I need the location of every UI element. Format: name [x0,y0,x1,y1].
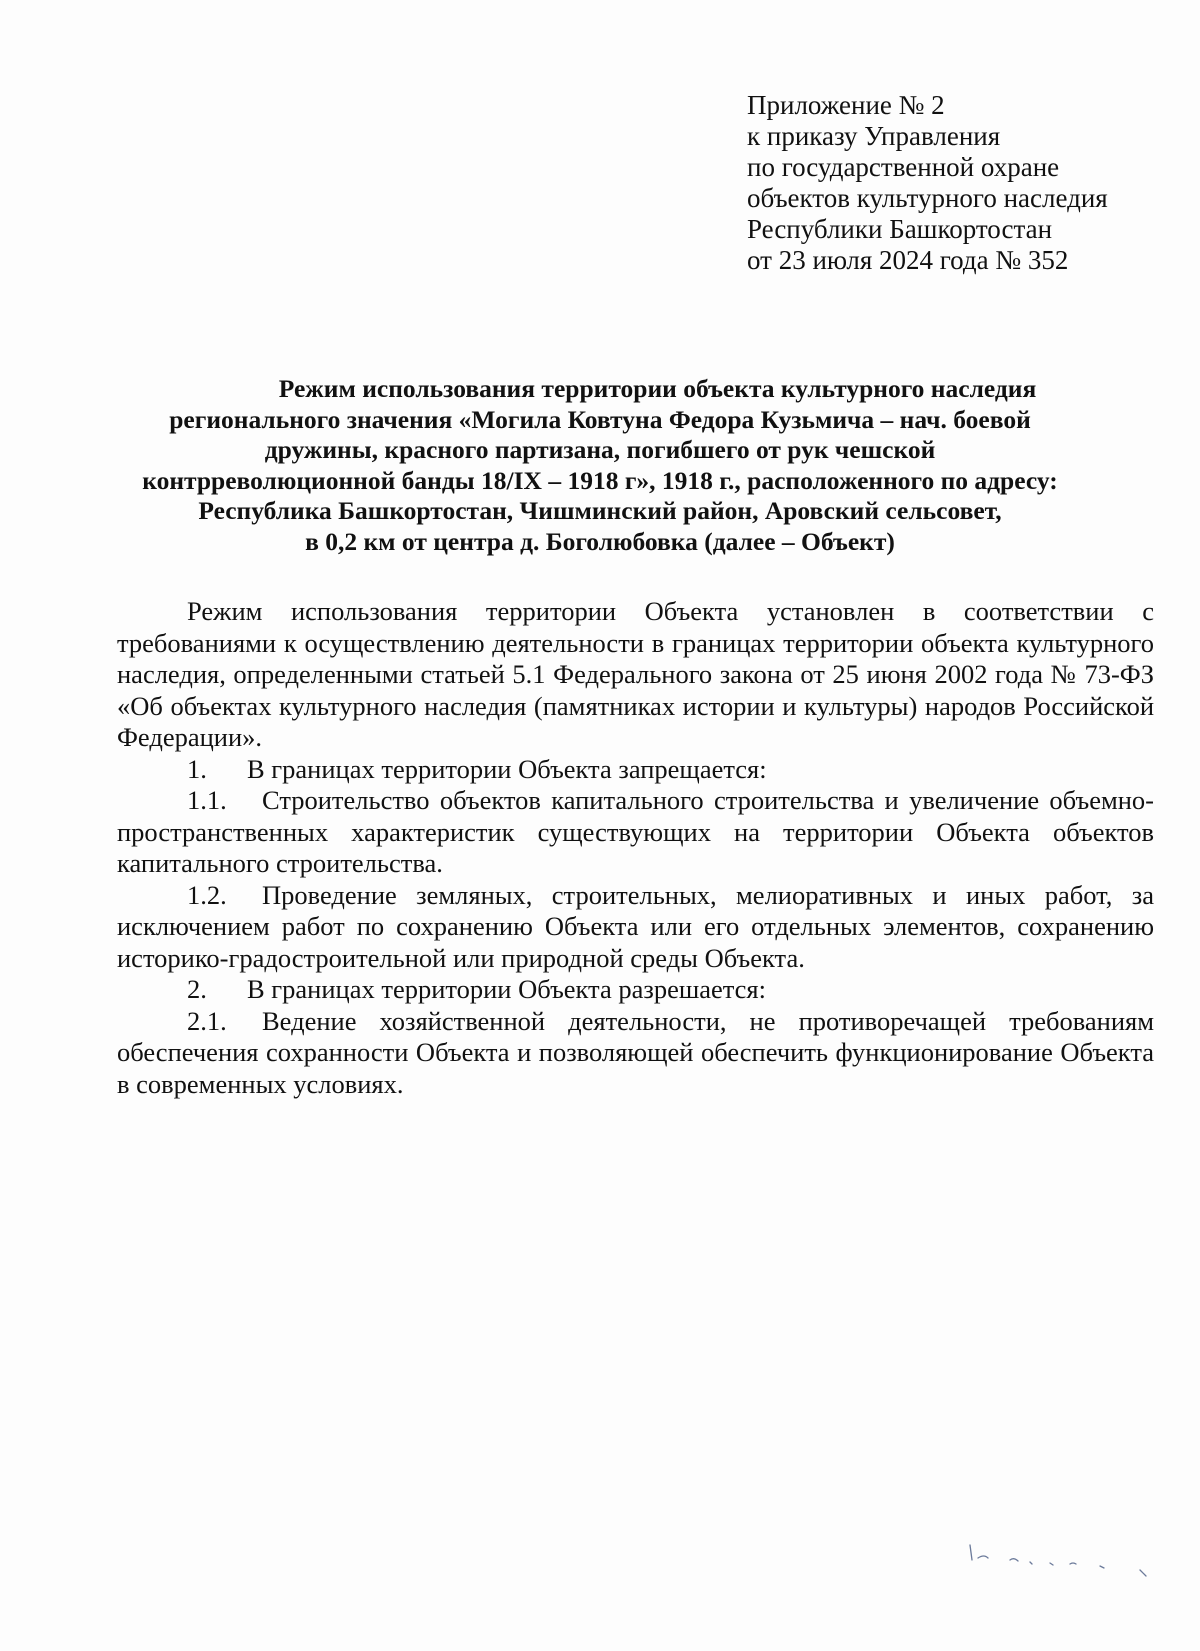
title-line: Республика Башкортостан, Чишминский район, Аровский сельсовет, [198,496,1002,525]
title-line: дружины, красного партизана, погибшего от рук чешской [264,435,936,464]
clause-1-1 [117,785,1154,880]
clause-number: 2.1. [187,1005,227,1036]
title-line: Режим использования территории объекта культурного наследия [278,374,1037,403]
clause-1-2 [117,880,1154,975]
clause-1 [117,754,1154,786]
title-line: в 0,2 км от центра д. Боголюбовка (далее – Объект) [305,526,895,556]
pen-marks [950,1530,1170,1590]
appendix-line: Республики Башкортостан [747,214,1053,244]
appendix-line: по государственной охране [747,152,1060,182]
clause-number: 1.1. [187,785,227,815]
document-title [100,374,1100,557]
title-line: контрреволюционной банды 18/IX – 1918 г», 1918 г., расположенного по адресу: [142,465,1058,495]
clause-text: В границах территории Объекта разрешается: [247,974,766,1004]
clause-number: 1.2. [187,879,227,910]
clause-text: В границах территории Объекта запрещается: [247,753,767,784]
appendix-line: Приложение № 2 [747,90,945,120]
clause-number: 2. [187,974,207,1004]
clause-number: 1. [187,753,207,784]
appendix-line: к приказу Управления [747,121,1001,151]
appendix-line: объектов культурного наследия [747,183,1108,213]
clause-2 [117,974,1154,1006]
intro-paragraph: Режим использования территории Объекта установлен в соответствии с требованиями к осуществлению деятельности в границах территории объекта культурного наследия, определенными статьей 5.1 Федерального закона от 25 июня 2002 года № 73-ФЗ «Об объектах культурного наследия (памятниках истории и культуры) народов Российской Федерации». [117,596,1154,752]
title-line: регионального значения «Могила Ковтуна Федора Кузьмича – нач. боевой [169,404,1031,434]
clause-text: Проведение земляных, строительных, мелиоративных и иных работ, за исключением работ по сохранению Объекта или его отдельных элементов, сохранению историко-градостроительной или природной среды Объекта. [117,879,1154,973]
appendix-line: от 23 июля 2024 года № 352 [747,245,1069,275]
clause-2-1 [117,1006,1154,1101]
clause-text: Строительство объектов капитального строительства и увеличение объемно-пространственных характеристик существующих на территории Объекта объектов капитального строительства. [117,785,1154,878]
clause-text: Ведение хозяйственной деятельности, не противоречащей требованиям обеспечения сохранности Объекта и позволяющей обеспечить функционирование Объекта в современных условиях. [117,1005,1154,1099]
appendix-header [747,90,1167,276]
document-body [117,596,1154,1100]
